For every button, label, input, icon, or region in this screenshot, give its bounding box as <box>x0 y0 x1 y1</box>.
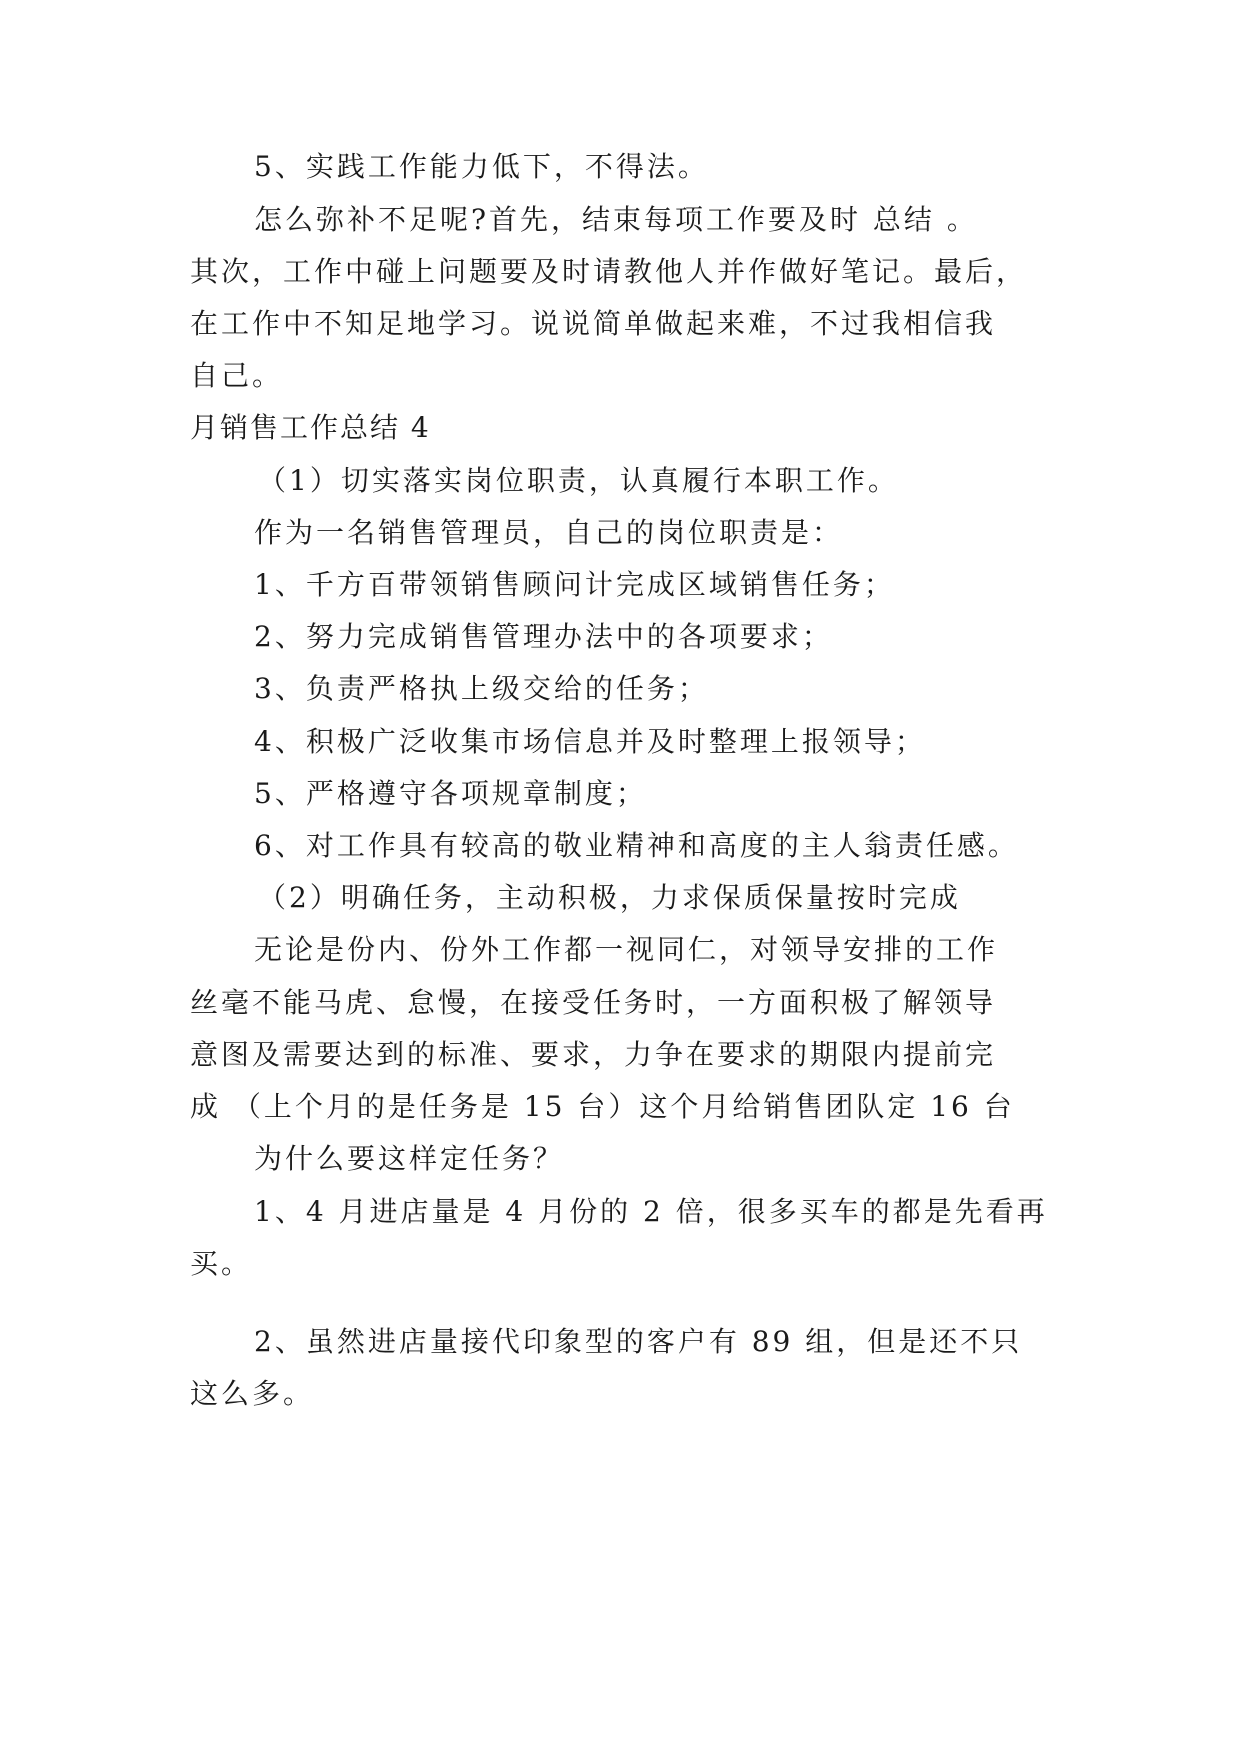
paragraph-line: 意图及需要达到的标准、要求，力争在要求的期限内提前完 <box>190 1038 997 1071</box>
subsection-heading: （1）切实落实岗位职责，认真履行本职工作。 <box>258 464 899 497</box>
list-item: 1、4 月进店量是 4 月份的 2 倍，很多买车的都是先看再 <box>254 1195 1048 1228</box>
list-item: 5、严格遵守各项规章制度； <box>254 777 647 810</box>
paragraph-line: 在工作中不知足地学习。说说简单做起来难，不过我相信我 <box>190 307 997 340</box>
paragraph-line: 作为一名销售管理员，自己的岗位职责是： <box>254 516 844 549</box>
list-item: 2、努力完成销售管理办法中的各项要求； <box>254 620 833 653</box>
list-item: 3、负责严格执上级交给的任务； <box>254 672 709 705</box>
paragraph-line: 这么多。 <box>190 1377 315 1410</box>
list-item: 1、千方百带领销售顾问计完成区域销售任务； <box>254 568 895 601</box>
list-item: 2、虽然进店量接代印象型的客户有 89 组，但是还不只 <box>254 1325 1023 1358</box>
paragraph-line: 5、实践工作能力低下，不得法。 <box>254 150 709 183</box>
subsection-heading: （2）明确任务，主动积极，力求保质保量按时完成 <box>258 881 961 914</box>
paragraph-line: 为什么要这样定任务？ <box>254 1142 565 1175</box>
paragraph-line: 无论是份内、份外工作都一视同仁，对领导安排的工作 <box>254 933 999 966</box>
paragraph-line: 怎么弥补不足呢?首先，结束每项工作要及时 总结 。 <box>254 203 978 236</box>
section-heading: 月销售工作总结 4 <box>190 411 431 444</box>
list-item: 4、积极广泛收集市场信息并及时整理上报领导； <box>254 725 926 758</box>
paragraph-line: 自己。 <box>190 359 284 392</box>
paragraph-line: 买。 <box>190 1247 253 1280</box>
paragraph-line: 丝毫不能马虎、怠慢，在接受任务时，一方面积极了解领导 <box>190 986 997 1019</box>
paragraph-line: 其次，工作中碰上问题要及时请教他人并作做好笔记。最后， <box>190 255 1028 288</box>
paragraph-line: 成 （上个月的是任务是 15 台）这个月给销售团队定 16 台 <box>190 1090 1015 1123</box>
list-item: 6、对工作具有较高的敬业精神和高度的主人翁责任感。 <box>254 829 1019 862</box>
